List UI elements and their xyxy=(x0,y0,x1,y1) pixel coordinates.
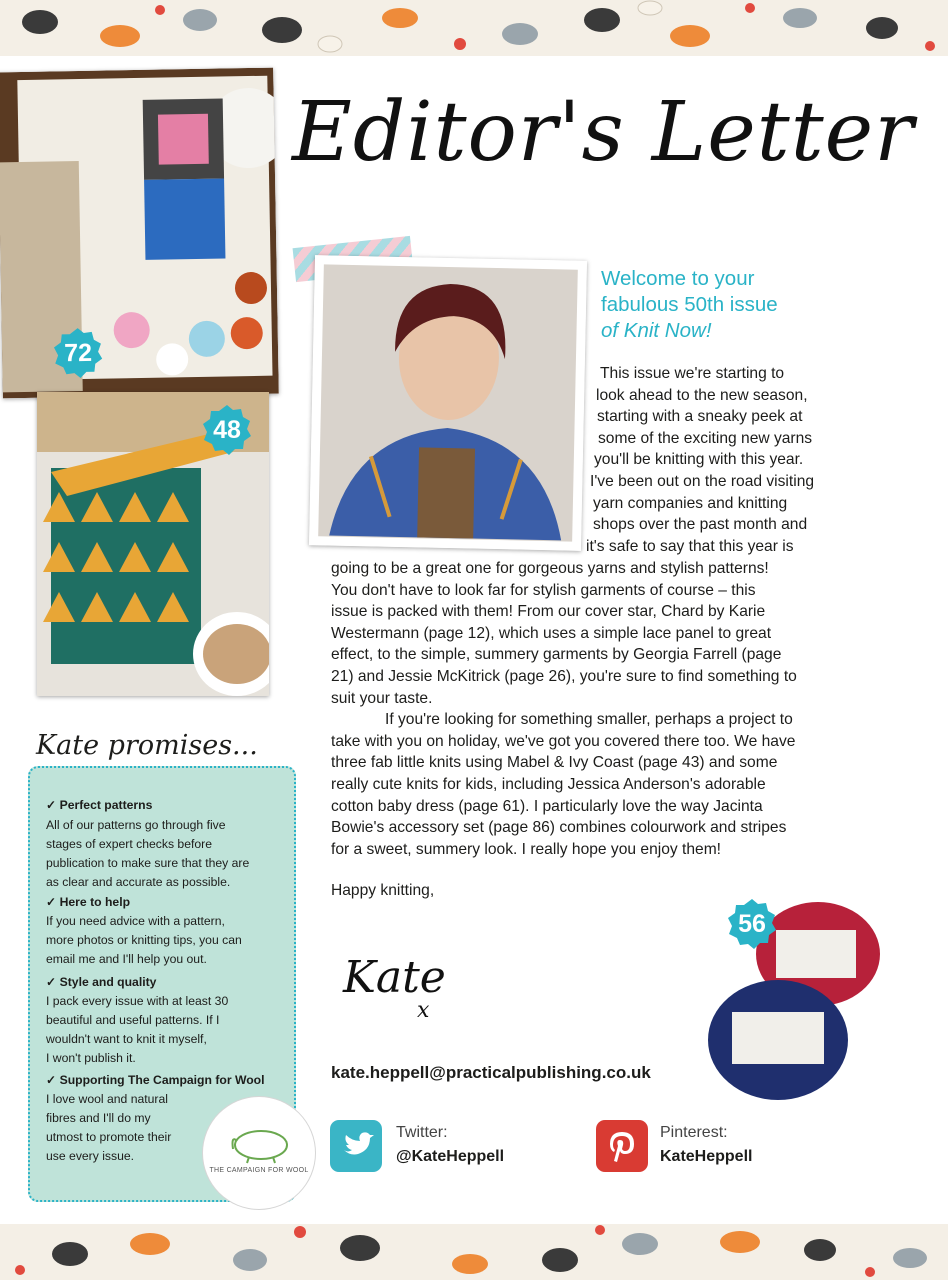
letter-line: effect, to the simple, summery garments by Georgia Farrell (page xyxy=(331,646,782,664)
letter-line: take with you on holiday, we've got you covered there too. We have xyxy=(331,732,796,750)
promise-line: publication to make sure that they are xyxy=(46,856,250,870)
promise-line: more photos or knitting tips, you can xyxy=(46,933,242,947)
twitter-handle[interactable]: @KateHeppell xyxy=(396,1148,505,1165)
letter-line: some of the exciting new yarns xyxy=(598,429,813,447)
promise-heading: ✓ Style and quality xyxy=(46,975,157,989)
letter-line: look ahead to the new season, xyxy=(596,386,808,404)
signature-x: x xyxy=(417,998,430,1023)
cat-pattern-illustration xyxy=(0,1224,948,1280)
letter-line: Bowie's accessory set (page 86) combines colourwork and stripes xyxy=(331,819,787,837)
letter-line: I've been out on the road visiting xyxy=(590,472,815,490)
kindle-cover-photo xyxy=(37,392,269,696)
yarn-photo xyxy=(690,872,890,1112)
letter-line: shops over the past month and xyxy=(593,516,808,534)
crochet-illustration xyxy=(0,68,279,399)
pinterest-label: Pinterest: xyxy=(660,1124,728,1141)
page-badge-56 xyxy=(726,898,778,950)
letter-line: it's safe to say that this year is xyxy=(586,537,794,555)
sheep-icon xyxy=(203,1097,315,1209)
promise-line: utmost to promote their xyxy=(46,1130,172,1144)
letter-line: yarn companies and knitting xyxy=(593,494,788,512)
letter-line: cotton baby dress (page 61). I particularly love the way Jacinta xyxy=(331,797,763,815)
promise-line: use every issue. xyxy=(46,1149,135,1163)
promise-line: I love wool and natural xyxy=(46,1092,168,1106)
email-link[interactable]: kate.heppell@practicalpublishing.co.uk xyxy=(331,1063,651,1082)
letter-body-narrow xyxy=(586,363,815,557)
pinterest-handle[interactable]: KateHeppell xyxy=(660,1148,753,1165)
letter-line: going to be a great one for gorgeous yarns and stylish patterns! xyxy=(331,560,769,577)
cat-pattern-illustration xyxy=(0,0,948,56)
welcome-line: Welcome to your xyxy=(601,267,755,290)
letter-line: you'll be knitting with this year. xyxy=(594,451,804,469)
campaign-logo-text: THE CAMPAIGN FOR WOOL xyxy=(209,1167,309,1174)
promise-line: wouldn't want to knit it myself, xyxy=(46,1032,207,1046)
signoff: Happy knitting, xyxy=(331,882,435,900)
promise-line: as clear and accurate as possible. xyxy=(46,875,231,889)
pinterest-icon[interactable] xyxy=(596,1120,648,1172)
promises-title: Kate promises... xyxy=(36,730,258,761)
letter-line: You don't have to look far for stylish garments of course – this xyxy=(331,581,756,599)
promise-line: stages of expert checks before xyxy=(46,837,212,851)
signature: Kate xyxy=(343,952,446,1003)
letter-line: Westermann (page 12), which uses a simple lace panel to great xyxy=(331,624,772,642)
promise-line: fibres and I'll do my xyxy=(46,1111,151,1125)
letter-line: three fab little knits using Mabel & Ivy Coast (page 43) and some xyxy=(331,754,778,772)
badge-number: 56 xyxy=(738,910,766,938)
cat-pattern-border-bottom xyxy=(0,1224,948,1280)
page-title: Editor's Letter xyxy=(292,85,915,180)
promise-heading: ✓ Here to help xyxy=(46,895,131,909)
page-badge-48 xyxy=(201,404,253,456)
letter-line: really cute knits for kids, including Jessica Anderson's adorable xyxy=(331,775,766,793)
badge-number: 48 xyxy=(213,416,241,444)
promise-heading: ✓ Supporting The Campaign for Wool xyxy=(46,1073,265,1087)
promise-line: If you need advice with a pattern, xyxy=(46,914,225,928)
campaign-for-wool-logo xyxy=(203,1097,315,1209)
letter-line: for a sweet, summery look. I really hope you enjoy them! xyxy=(331,840,722,858)
letter-line: This issue we're starting to xyxy=(600,365,785,382)
twitter-icon[interactable] xyxy=(330,1120,382,1172)
welcome-line: of Knit Now! xyxy=(601,319,712,342)
editor-portrait xyxy=(309,255,587,551)
page-badge-72 xyxy=(52,327,105,380)
welcome-heading xyxy=(601,266,901,344)
promise-line: I pack every issue with at least 30 xyxy=(46,994,229,1008)
welcome-line: fabulous 50th issue xyxy=(601,293,778,316)
letter-line: 21) and Jessie McKitrick (page 26), you're sure to find something to xyxy=(331,667,797,685)
letter-line: starting with a sneaky peek at xyxy=(597,408,803,426)
promise-line: I won't publish it. xyxy=(46,1051,136,1065)
editor-portrait-illustration xyxy=(309,255,587,551)
yarn-balls-illustration xyxy=(690,872,890,1112)
letter-line: If you're looking for something smaller, perhaps a project to xyxy=(385,711,793,729)
promise-line: All of our patterns go through five xyxy=(46,818,226,832)
promise-line: email me and I'll help you out. xyxy=(46,952,207,966)
promise-heading: ✓ Perfect patterns xyxy=(46,798,153,812)
promise-line: beautiful and useful patterns. If I xyxy=(46,1013,220,1027)
letter-line: issue is packed with them! From our cover star, Chard by Karie xyxy=(331,603,766,621)
twitter-label: Twitter: xyxy=(396,1124,448,1141)
crochet-photo xyxy=(0,68,279,399)
badge-number: 72 xyxy=(63,338,93,368)
letter-line: suit your taste. xyxy=(331,689,433,707)
letter-body-wide xyxy=(331,558,797,902)
cat-pattern-border-top xyxy=(0,0,948,56)
